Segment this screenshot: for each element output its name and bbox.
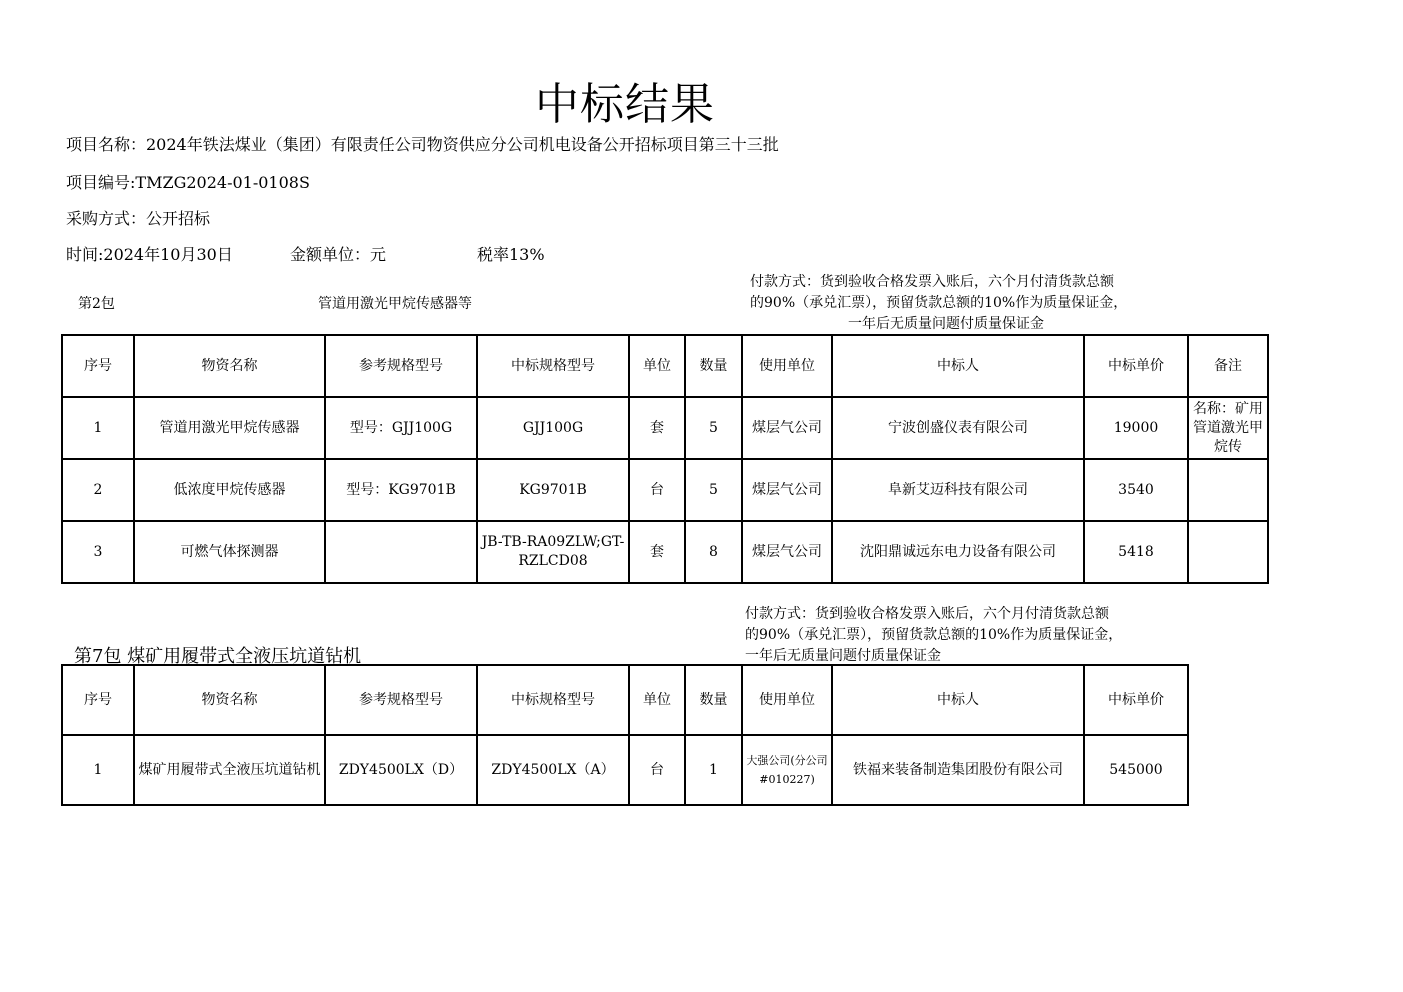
table-cell: 型号：KG9701B [325, 459, 477, 521]
table-cell: 煤层气公司 [742, 521, 832, 583]
table-cell: 1 [62, 397, 134, 459]
package2-name: 管道用激光甲烷传感器等 [318, 296, 472, 312]
note-cell [1188, 459, 1268, 521]
table-cell: 5418 [1084, 521, 1188, 583]
table-cell [325, 521, 477, 583]
table-row [62, 397, 1268, 459]
table-cell: 管道用激光甲烷传感器 [134, 397, 325, 459]
header-cell: 中标人 [832, 335, 1084, 397]
table-cell: 5 [685, 397, 742, 459]
procurement-method: 采购方式：公开招标 [66, 209, 211, 228]
table-cell: 19000 [1084, 397, 1188, 459]
package7-payment-terms: 付款方式：货到验收合格发票入账后，六个月付清货款总额 的90%（承兑汇票），预留货款总额的10%作为质量保证金， 一年后无质量问题付质量保证金 [745, 606, 1123, 664]
header-cell: 物资名称 [134, 665, 325, 735]
header-cell: 使用单位 [742, 665, 832, 735]
table-cell: GJJ100G [477, 397, 629, 459]
table-row [62, 735, 1188, 805]
header-cell: 单位 [629, 335, 685, 397]
table-cell: 宁波创盛仪表有限公司 [832, 397, 1084, 459]
header-cell: 中标人 [832, 665, 1084, 735]
header-cell: 备注 [1188, 335, 1268, 397]
header-cell: 使用单位 [742, 335, 832, 397]
table-cell: 套 [629, 397, 685, 459]
header-cell: 序号 [62, 335, 134, 397]
header-cell: 参考规格型号 [325, 665, 477, 735]
tax-rate: 税率13% [477, 245, 545, 264]
table-cell: 煤层气公司 [742, 397, 832, 459]
table-cell: KG9701B [477, 459, 629, 521]
project-name: 项目名称：2024年铁法煤业（集团）有限责任公司物资供应分公司机电设备公开招标项目第三十三批 [66, 135, 779, 154]
table-cell: 1 [62, 735, 134, 805]
table-cell: 阜新艾迈科技有限公司 [832, 459, 1084, 521]
table-cell: 台 [629, 459, 685, 521]
header-cell: 数量 [685, 665, 742, 735]
table-cell: 煤层气公司 [742, 459, 832, 521]
table-cell: JB-TB-RA09ZLW;GT-RZLCD08 [477, 521, 629, 583]
table-row [62, 459, 1268, 521]
header-cell: 单位 [629, 665, 685, 735]
table-cell: 1 [685, 735, 742, 805]
table-row [62, 521, 1268, 583]
page-title: 中标结果 [535, 79, 715, 130]
table-cell: 大强公司(分公司#010227) [742, 735, 832, 805]
table-cell: 铁福来装备制造集团股份有限公司 [832, 735, 1084, 805]
table-cell: 套 [629, 521, 685, 583]
header-cell: 数量 [685, 335, 742, 397]
table-cell: 型号：GJJ100G [325, 397, 477, 459]
table-cell: 2 [62, 459, 134, 521]
project-number: 项目编号:TMZG2024-01-0108S [66, 173, 310, 192]
note-cell: 名称：矿用管道激光甲烷传 [1188, 397, 1268, 459]
table-cell: ZDY4500LX（D） [325, 735, 477, 805]
header-cell: 中标单价 [1084, 665, 1188, 735]
package7-table [61, 664, 1189, 806]
package2-payment-terms: 付款方式：货到验收合格发票入账后，六个月付清货款总额 的90%（承兑汇票），预留货款总额的10%作为质量保证金， 一年后无质量问题付质量保证金 [750, 274, 1128, 332]
package2-label: 第2包 [78, 296, 115, 312]
header-cell: 中标单价 [1084, 335, 1188, 397]
note-cell [1188, 521, 1268, 583]
package7-label: 第7包 煤矿用履带式全液压坑道钻机 [74, 646, 362, 667]
header-cell: 中标规格型号 [477, 335, 629, 397]
date: 时间:2024年10月30日 [66, 245, 233, 264]
header-cell: 参考规格型号 [325, 335, 477, 397]
table-header-row [62, 665, 1188, 735]
table-cell: 3540 [1084, 459, 1188, 521]
table-cell: 545000 [1084, 735, 1188, 805]
table-cell: 可燃气体探测器 [134, 521, 325, 583]
header-cell: 中标规格型号 [477, 665, 629, 735]
package2-table [61, 334, 1269, 584]
table-cell: 煤矿用履带式全液压坑道钻机 [134, 735, 325, 805]
table-header-row [62, 335, 1268, 397]
table-cell: 8 [685, 521, 742, 583]
table-cell: 3 [62, 521, 134, 583]
header-cell: 物资名称 [134, 335, 325, 397]
table-cell: 5 [685, 459, 742, 521]
currency-unit: 金额单位：元 [290, 245, 387, 264]
table-cell: ZDY4500LX（A） [477, 735, 629, 805]
header-cell: 序号 [62, 665, 134, 735]
table-cell: 台 [629, 735, 685, 805]
table-cell: 沈阳鼎诚远东电力设备有限公司 [832, 521, 1084, 583]
table-cell: 低浓度甲烷传感器 [134, 459, 325, 521]
